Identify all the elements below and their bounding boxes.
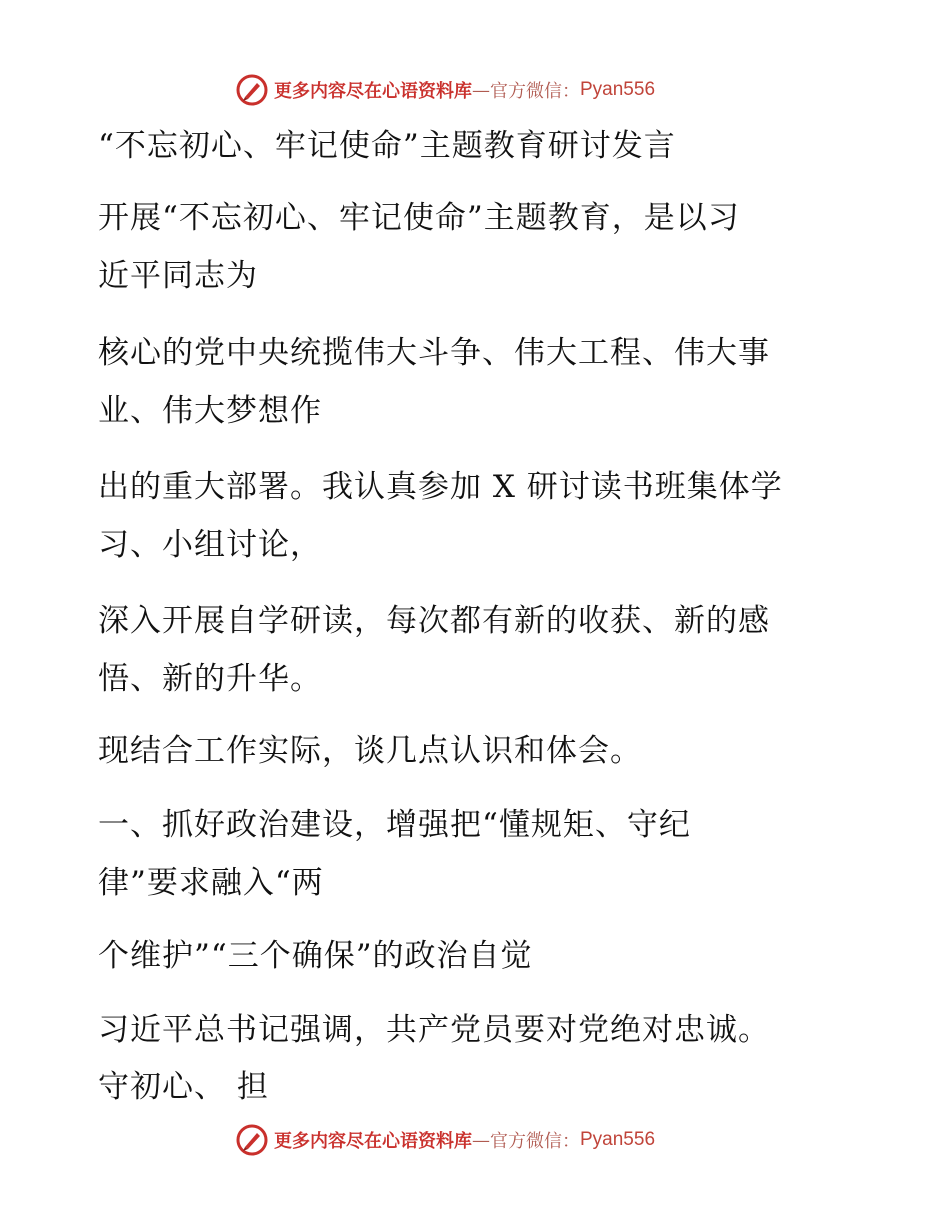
doc-line: 习、小组讨论，	[98, 527, 322, 563]
doc-line: 近平同志为	[98, 258, 258, 294]
watermark-official: 官方微信：	[490, 81, 580, 102]
watermark-id: Pyan556	[580, 1129, 656, 1150]
watermark-brand: 更多内容尽在心语资料库	[274, 1131, 472, 1152]
doc-section-heading: 一、抓好政治建设，增强把“懂规矩、守纪	[98, 807, 691, 843]
watermark-dash: —	[472, 79, 490, 101]
doc-section-heading: 个维护”“三个确保”的政治自觉	[98, 938, 533, 974]
quill-logo-icon	[236, 1124, 268, 1156]
footer-watermark	[236, 1122, 655, 1158]
header-watermark	[236, 72, 655, 108]
doc-line: 出的重大部署。我认真参加 X 研讨读书班集体学	[98, 469, 783, 505]
doc-line: 核心的党中央统揽伟大斗争、伟大工程、伟大事	[98, 335, 770, 371]
doc-section-heading: 律”要求融入“两	[98, 865, 324, 901]
doc-line: 守初心、 担	[98, 1069, 269, 1105]
doc-line: 深入开展自学研读，每次都有新的收获、新的感	[98, 603, 770, 639]
doc-title: “不忘初心、牢记使命”主题教育研讨发言	[98, 128, 676, 164]
doc-line: 习近平总书记强调，共产党员要对党绝对忠诚。	[98, 1012, 770, 1048]
quill-logo-icon	[236, 74, 268, 106]
watermark-brand: 更多内容尽在心语资料库	[274, 81, 472, 102]
doc-line: 业、伟大梦想作	[98, 393, 322, 429]
doc-line: 开展“不忘初心、牢记使命”主题教育，是以习	[98, 200, 740, 236]
watermark-official: 官方微信：	[490, 1131, 580, 1152]
doc-line: 现结合工作实际，谈几点认识和体会。	[98, 733, 642, 769]
doc-line: 悟、新的升华。	[98, 661, 322, 697]
watermark-id: Pyan556	[580, 79, 656, 100]
watermark-dash: —	[472, 1129, 490, 1151]
